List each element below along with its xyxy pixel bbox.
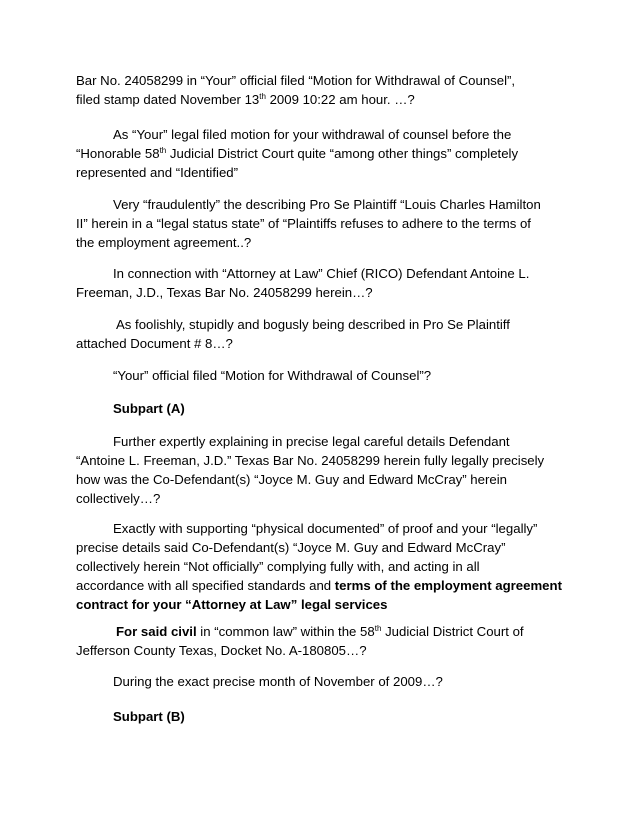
- text-line: [76, 622, 576, 641]
- text-line: how was the Co-Defendant(s) “Joyce M. Guy and Edward McCray” herein: [76, 472, 507, 487]
- subpart-heading: Subpart (B): [113, 709, 185, 724]
- paragraph-bar-number: [76, 71, 576, 109]
- text-line: During the exact precise month of November of 2009…?: [113, 674, 443, 689]
- paragraph-exactly: [76, 519, 576, 614]
- text-run: filed stamp dated November 13: [76, 92, 260, 107]
- text-line: represented and “Identified”: [76, 165, 239, 180]
- text-line: As foolishly, stupidly and bogusly being described in Pro Se Plaintiff: [116, 317, 510, 332]
- bold-text-run: For said civil: [116, 624, 197, 639]
- bold-text-run: terms of the employment agreement: [334, 578, 562, 593]
- text-run: Judicial District Court of: [381, 624, 524, 639]
- text-line: precise details said Co-Defendant(s) “Joyce M. Guy and Edward McCray”: [76, 540, 506, 555]
- paragraph-civil: [76, 622, 576, 660]
- text-line: Freeman, J.D., Texas Bar No. 24058299 herein…?: [76, 285, 373, 300]
- text-line: attached Document # 8…?: [76, 336, 233, 351]
- text-line: As “Your” legal filed motion for your withdrawal of counsel before the: [113, 127, 512, 142]
- text-line: II” herein in a “legal status state” of “Plaintiffs refuses to adhere to the terms of: [76, 216, 531, 231]
- heading-subpart-b: [76, 707, 576, 726]
- text-line: Further expertly explaining in precise legal careful details Defendant: [113, 434, 510, 449]
- superscript: th: [259, 92, 266, 101]
- text-line: “Antoine L. Freeman, J.D.” Texas Bar No. 24058299 herein fully legally precisely: [76, 453, 545, 468]
- text-line: Exactly with supporting “physical documented” of proof and your “legally”: [113, 521, 538, 536]
- paragraph-foolishly: [76, 315, 576, 353]
- text-line: [76, 90, 576, 109]
- subpart-heading: Subpart (A): [113, 401, 185, 416]
- bold-text-line: contract for your “Attorney at Law” legal services: [76, 597, 388, 612]
- text-line: [76, 144, 576, 163]
- text-line: Very “fraudulently” the describing Pro Se Plaintiff “Louis Charles Hamilton: [113, 197, 541, 212]
- paragraph-fraudulently: [76, 195, 576, 252]
- paragraph-official-filed: [76, 366, 576, 385]
- paragraph-connection: [76, 264, 576, 302]
- text-line: Jefferson County Texas, Docket No. A-180805…?: [76, 643, 367, 658]
- text-line: Bar No. 24058299 in “Your” official filed “Motion for Withdrawal of Counsel”,: [76, 73, 516, 88]
- text-line: the employment agreement..?: [76, 235, 252, 250]
- text-line: collectively…?: [76, 491, 161, 506]
- paragraph-further: [76, 432, 576, 508]
- text-line: In connection with “Attorney at Law” Chief (RICO) Defendant Antoine L.: [113, 266, 530, 281]
- text-line: “Your” official filed “Motion for Withdrawal of Counsel”?: [113, 368, 432, 383]
- heading-subpart-a: [76, 399, 576, 418]
- text-line: [76, 576, 576, 595]
- text-run: 2009 10:22 am hour. …?: [265, 92, 415, 107]
- text-line: collectively herein “Not officially” complying fully with, and acting in all: [76, 559, 480, 574]
- text-run: accordance with all specified standards and: [76, 578, 335, 593]
- superscript: th: [159, 146, 167, 155]
- superscript: th: [374, 624, 382, 633]
- text-run: Judicial District Court quite “among other things” completely: [166, 146, 519, 161]
- paragraph-during: [76, 672, 576, 691]
- text-run: in “common law” within the 58: [196, 624, 375, 639]
- text-run: “Honorable 58: [76, 146, 160, 161]
- paragraph-motion: [76, 125, 576, 182]
